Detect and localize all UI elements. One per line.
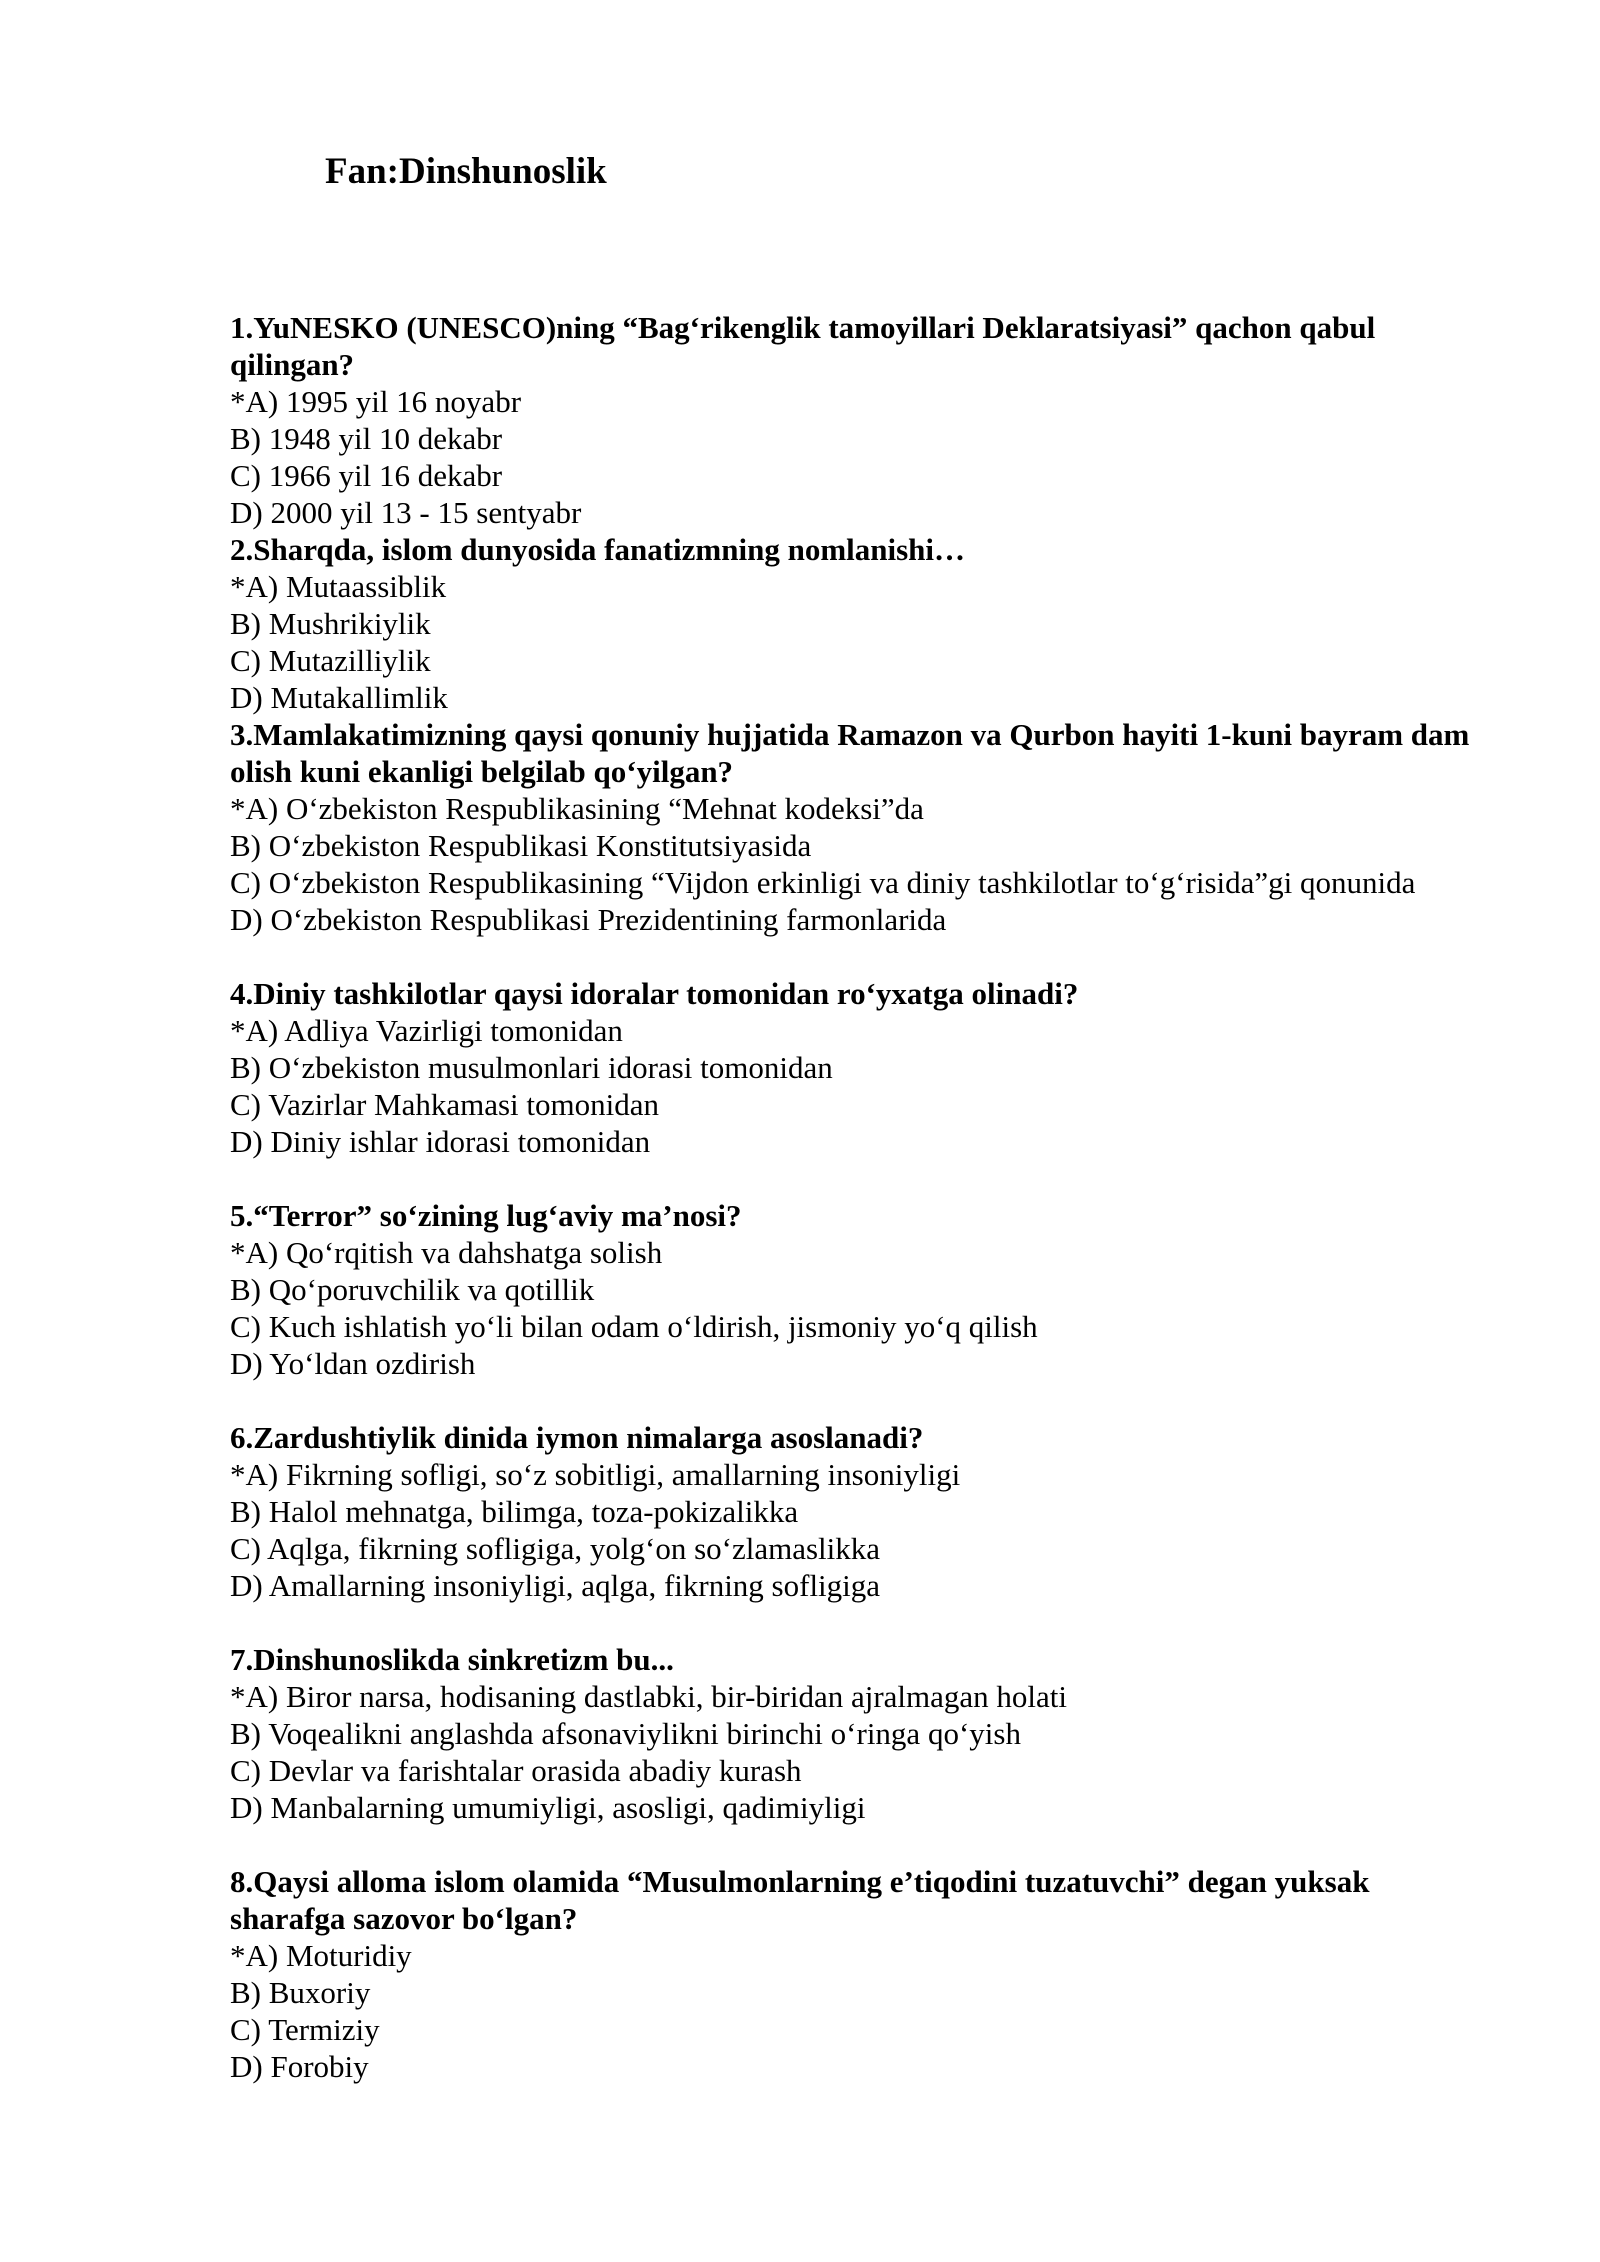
question-text: 2.Sharqda, islom dunyosida fanatizmning nomlanishi… [230, 532, 966, 567]
answer-option-d: D) Yo‘ldan ozdirish [230, 1346, 476, 1381]
question-text: 7.Dinshunoslikda sinkretizm bu... [230, 1642, 674, 1677]
answer-option-d: D) O‘zbekiston Respublikasi Prezidentining farmonlarida [230, 902, 947, 937]
answer-option-b: B) O‘zbekiston musulmonlari idorasi tomonidan [230, 1050, 833, 1085]
question-text: 4.Diniy tashkilotlar qaysi idoralar tomonidan ro‘yxatga olinadi? [230, 976, 1079, 1011]
answer-option-b: B) O‘zbekiston Respublikasi Konstitutsiyasida [230, 828, 812, 863]
question-5 [230, 1197, 1480, 1382]
question-text: 5.“Terror” so‘zining lug‘aviy ma’nosi? [230, 1198, 742, 1233]
question-4 [230, 975, 1480, 1160]
answer-option-c: C) Mutazilliylik [230, 643, 431, 678]
answer-option-d: D) Amallarning insoniyligi, aqlga, fikrning sofligiga [230, 1568, 881, 1603]
answer-option-a: *A) Moturidiy [230, 1938, 412, 1973]
answer-option-d: D) Mutakallimlik [230, 680, 448, 715]
question-1 [230, 309, 1480, 531]
page-title: Fan:Dinshunoslik [325, 151, 607, 192]
answer-option-b: B) Halol mehnatga, bilimga, toza-pokizalikka [230, 1494, 799, 1529]
question-6 [230, 1419, 1480, 1604]
answer-option-a: *A) Mutaassiblik [230, 569, 447, 604]
answer-option-c: C) Aqlga, fikrning sofligiga, yolg‘on so‘zlamaslikka [230, 1531, 881, 1566]
question-2 [230, 531, 1480, 716]
answer-option-d: D) Manbalarning umumiyligi, asosligi, qadimiyligi [230, 1790, 866, 1825]
answer-option-a: *A) Qo‘rqitish va dahshatga solish [230, 1235, 663, 1270]
question-7 [230, 1641, 1480, 1826]
answer-option-c: C) Kuch ishlatish yo‘li bilan odam o‘ldirish, jismoniy yo‘q qilish [230, 1309, 1038, 1344]
answer-option-c: C) Devlar va farishtalar orasida abadiy kurash [230, 1753, 802, 1788]
answer-option-c: C) 1966 yil 16 dekabr [230, 458, 503, 493]
answer-option-b: B) Mushrikiylik [230, 606, 431, 641]
question-list [230, 309, 1480, 2085]
question-8 [230, 1863, 1480, 2085]
answer-option-d: D) Diniy ishlar idorasi tomonidan [230, 1124, 651, 1159]
answer-option-b: B) Qo‘poruvchilik va qotillik [230, 1272, 595, 1307]
question-3 [230, 716, 1480, 938]
answer-option-a: *A) 1995 yil 16 noyabr [230, 384, 522, 419]
answer-option-a: *A) Fikrning sofligi, so‘z sobitligi, amallarning insoniyligi [230, 1457, 961, 1492]
question-text: 3.Mamlakatimizning qaysi qonuniy hujjatida Ramazon va Qurbon hayiti 1-kuni bayram dam olish kuni ekanligi belgilab qo‘yilgan? [230, 717, 1470, 789]
question-text: 1.YuNESKO (UNESCO)ning “Bag‘rikenglik tamoyillari Deklaratsiyasi” qachon qabul qilingan? [230, 310, 1376, 382]
answer-option-d: D) 2000 yil 13 - 15 sentyabr [230, 495, 582, 530]
answer-option-b: B) Buxoriy [230, 1975, 371, 2010]
answer-option-b: B) 1948 yil 10 dekabr [230, 421, 503, 456]
question-text: 6.Zardushtiylik dinida iymon nimalarga asoslanadi? [230, 1420, 924, 1455]
question-text: 8.Qaysi alloma islom olamida “Musulmonlarning e’tiqodini tuzatuvchi” degan yuksak sharafga sazovor bo‘lgan? [230, 1864, 1370, 1936]
answer-option-c: C) Vazirlar Mahkamasi tomonidan [230, 1087, 660, 1122]
answer-option-a: *A) O‘zbekiston Respublikasining “Mehnat kodeksi”da [230, 791, 924, 826]
answer-option-a: *A) Adliya Vazirligi tomonidan [230, 1013, 623, 1048]
answer-option-d: D) Forobiy [230, 2049, 369, 2084]
answer-option-c: C) Termiziy [230, 2012, 380, 2047]
answer-option-a: *A) Biror narsa, hodisaning dastlabki, bir-biridan ajralmagan holati [230, 1679, 1068, 1714]
answer-option-c: C) O‘zbekiston Respublikasining “Vijdon erkinligi va diniy tashkilotlar to‘g‘risida”gi qonunida [230, 865, 1416, 900]
answer-option-b: B) Voqealikni anglashda afsonaviylikni birinchi o‘ringa qo‘yish [230, 1716, 1021, 1751]
